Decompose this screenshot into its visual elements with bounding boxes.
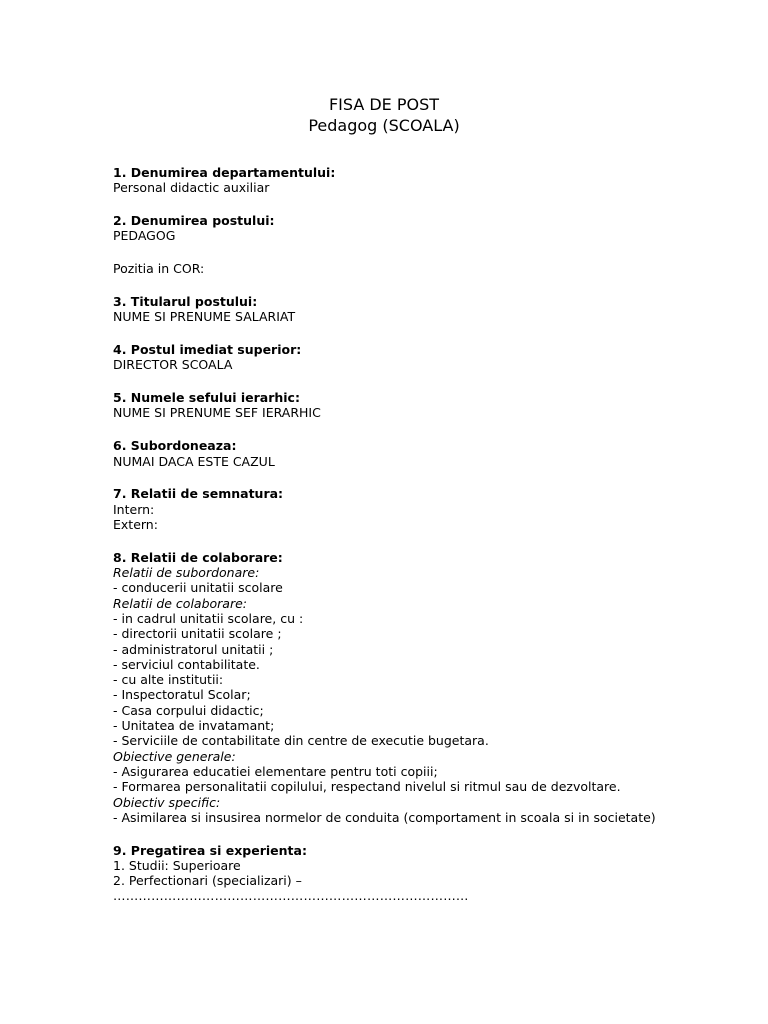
subordination-label: Relatii de subordonare:: [113, 565, 260, 581]
list-item: - Inspectoratul Scolar;: [113, 687, 251, 703]
specific-objective-label: Obiectiv specific:: [113, 794, 221, 810]
section-signature-relations: [113, 486, 673, 532]
section-value: Personal didactic auxiliar: [113, 180, 270, 196]
intern-label: Intern:: [113, 501, 155, 517]
list-item: - Asimilarea si insusirea normelor de conduita (comportament in scoala si in societate): [113, 809, 656, 825]
section-superior-post: [113, 342, 673, 373]
section-cor-position: [113, 261, 673, 276]
section-heading: 4. Postul imediat superior:: [113, 342, 302, 358]
list-item: - conducerii unitatii scolare: [113, 580, 283, 596]
list-item: - administratorul unitatii ;: [113, 641, 274, 657]
section-heading: 7. Relatii de semnatura:: [113, 486, 284, 502]
list-item: - Asigurarea educatiei elementare pentru toti copiii;: [113, 763, 438, 779]
extern-label: Extern:: [113, 516, 158, 532]
list-item: 2. Perfectionari (specializari) –: [113, 873, 302, 889]
section-post-name: [113, 213, 673, 244]
list-item: 1. Studii: Superioare: [113, 857, 241, 873]
document-subtitle: Pedagog (SCOALA): [308, 116, 460, 135]
section-value: NUME SI PRENUME SEF IERARHIC: [113, 405, 321, 421]
section-collaboration-relations: [113, 550, 673, 825]
section-value: NUME SI PRENUME SALARIAT: [113, 309, 296, 325]
section-training-experience: [113, 843, 673, 904]
section-hierarchical-chief: [113, 390, 673, 421]
section-heading: 8. Relatii de colaborare:: [113, 549, 283, 565]
section-value: PEDAGOG: [113, 228, 176, 244]
list-item: - Casa corpului didactic;: [113, 702, 264, 718]
section-value: NUMAI DACA ESTE CAZUL: [113, 453, 275, 469]
general-objectives-label: Obiective generale:: [113, 748, 236, 764]
cor-position-label: Pozitia in COR:: [113, 261, 205, 277]
section-department: [113, 165, 673, 196]
collaboration-label: Relatii de colaborare:: [113, 595, 248, 611]
list-item: - serviciul contabilitate.: [113, 656, 260, 672]
list-item: - Serviciile de contabilitate din centre de executie bugetara.: [113, 733, 489, 749]
list-item: - in cadrul unitatii scolare, cu :: [113, 610, 304, 626]
list-item: - cu alte institutii:: [113, 672, 224, 688]
list-item: - directorii unitatii scolare ;: [113, 626, 282, 642]
document-title: FISA DE POST: [328, 95, 440, 114]
section-subordinates: [113, 438, 673, 469]
list-item: - Formarea personalitatii copilului, respectand nivelul si ritmul sau de dezvoltare.: [113, 779, 621, 795]
section-heading: 3. Titularul postului:: [113, 293, 258, 309]
section-heading: 2. Denumirea postului:: [113, 213, 275, 229]
section-heading: 9. Pregatirea si experienta:: [113, 842, 307, 858]
document-body: [113, 165, 673, 921]
section-heading: 1. Denumirea departamentului:: [113, 165, 336, 180]
section-heading: 6. Subordoneaza:: [113, 438, 237, 454]
document-header: [0, 94, 768, 136]
list-item: - Unitatea de invatamant;: [113, 718, 275, 734]
dotted-fill-line: …………………………………………………………………………: [113, 888, 469, 904]
section-post-holder: [113, 294, 673, 325]
section-heading: 5. Numele sefului ierarhic:: [113, 390, 300, 406]
section-value: DIRECTOR SCOALA: [113, 357, 233, 373]
